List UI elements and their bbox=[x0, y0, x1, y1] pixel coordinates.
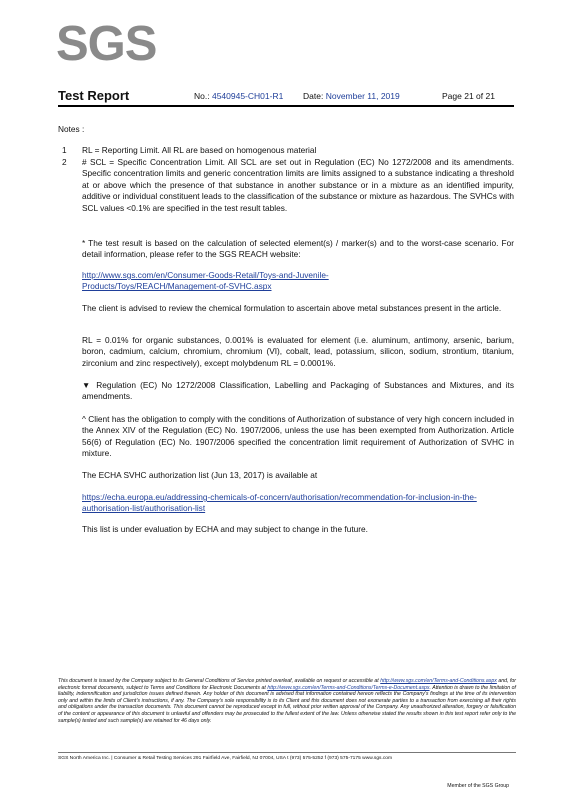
echa-link[interactable]: https://echa.europa.eu/addressing-chemicals-of-concern/authorisation/recommendation-for-inclusion-in-the-authorisation-list/authorisation-list bbox=[82, 492, 477, 514]
footer-disclaimer bbox=[58, 678, 516, 724]
sgs-reach-link[interactable]: http://www.sgs.com/en/Consumer-Goods-Retail/Toys-and-Juvenile-Products/Toys/REACH/Management-of-SVHC.aspx bbox=[82, 270, 329, 292]
regulation-note: ▼ Regulation (EC) No 1272/2008 Classification, Labelling and Packaging of Substances and Mixtures, and its amendments. bbox=[82, 380, 514, 402]
header-rule bbox=[58, 105, 514, 107]
footer-text-3: . Attention is drawn to the limitation of liability, indemnification and jurisdiction issues defined therein. Any holder of this document is advised that information contained hereon reflects the Company's findings at the time of its intervention only and within the limits of Client's instructions, if any. The Company's sole responsibility is to its Client and this document does not exonerate parties to a transaction from exercising all their rights and obligations under the transaction documents. This document cannot be reproduced except in full, without prior written approval of the Company. Any unauthorized alteration, forgery or falsification of the content or appearance of this document is unlawful and offenders may be prosecuted to the fullest extent of the law. Unless otherwise stated the results shown in this test report refer only to the sample(s) tested and such sample(s) are retained for 46 days only. bbox=[58, 684, 516, 724]
company-address: SGS North America Inc. | Consumer & Retail Testing Services 291 Fairfield Ave, Fairfield, NJ 07004, USA t (973) 575-5252 f (973) 575-7175 www.sgs.com bbox=[58, 756, 393, 761]
member-label: Member of the SGS Group bbox=[447, 783, 509, 789]
report-date-label: Date: bbox=[303, 91, 324, 101]
address-divider bbox=[58, 752, 516, 753]
e-document-terms-link[interactable]: http://www.sgs.com/en/Terms-and-Conditions/Terms-e-Document.aspx bbox=[267, 684, 430, 691]
evaluation-note: This list is under evaluation by ECHA and may subject to change in the future. bbox=[82, 524, 368, 534]
report-number bbox=[194, 91, 283, 101]
footer-text-1: This document is issued by the Company subject to its General Conditions of Service printed overleaf, available on request or accessible at bbox=[58, 678, 379, 684]
echa-list-note: The ECHA SVHC authorization list (Jun 13, 2017) is available at bbox=[82, 470, 318, 480]
footer-text-2: and, for electronic format documents, subject to Terms and Conditions for Electronic Documents at bbox=[58, 678, 516, 691]
note-2-number: 2 bbox=[62, 157, 67, 167]
terms-link[interactable]: http://www.sgs.com/en/Terms-and-Conditions.aspx bbox=[380, 678, 497, 684]
authorization-note: ^ Client has the obligation to comply with the conditions of Authorization of substance of very high concern included in the Annex XIV of the Regulation (EC) No. 1907/2006, unless the use has been exempted from Authorization. Article 56(6) of Regulation (EC) No. 1907/2006 specified the concentration limit requirement of Authorization of SVHC in mixture. bbox=[82, 414, 514, 459]
report-date-value: November 11, 2019 bbox=[325, 91, 400, 101]
report-date bbox=[303, 91, 400, 101]
note-2-text: # SCL = Specific Concentration Limit. All SCL are set out in Regulation (EC) No 1272/2008 and its amendments. Specific concentration limits and generic concentration limits are limits assigned to a substance indicating a threshold at or above which the presence of that substance in another substance or in a mixture as an identified impurity, additive or individual constituent leads to the classification of the substance or mixture as hazardous. The SVHCs with SCL values <0.1% are specified in the test result tables. bbox=[82, 157, 514, 213]
page-number: Page 21 of 21 bbox=[442, 91, 495, 101]
calc-note: * The test result is based on the calculation of selected element(s) / marker(s) and to the worst-case scenario. For detail information, please refer to the SGS REACH website: bbox=[82, 238, 514, 260]
report-title: Test Report bbox=[58, 88, 130, 103]
rl-note: RL = 0.01% for organic substances, 0.001% is evaluated for element (i.e. aluminum, antimony, arsenic, barium, boron, cadmium, calcium, chromium, chromium (VI), cobalt, lead, potassium, silicon, sodium, strontium, titanium, zirconium and zinc respectively), except molybdenum RL = 0.0001%. bbox=[82, 335, 514, 368]
notes-heading: Notes : bbox=[58, 124, 85, 134]
note-1-number: 1 bbox=[62, 145, 67, 155]
sgs-logo: SGS bbox=[56, 17, 157, 71]
report-number-label: No.: bbox=[194, 91, 210, 101]
note-1-text: RL = Reporting Limit. All RL are based on homogenous material bbox=[82, 145, 317, 155]
report-header bbox=[58, 88, 514, 104]
report-number-value: 4540945-CH01-R1 bbox=[211, 91, 284, 101]
client-advice: The client is advised to review the chemical formulation to ascertain above metal substances present in the article. bbox=[82, 303, 502, 313]
